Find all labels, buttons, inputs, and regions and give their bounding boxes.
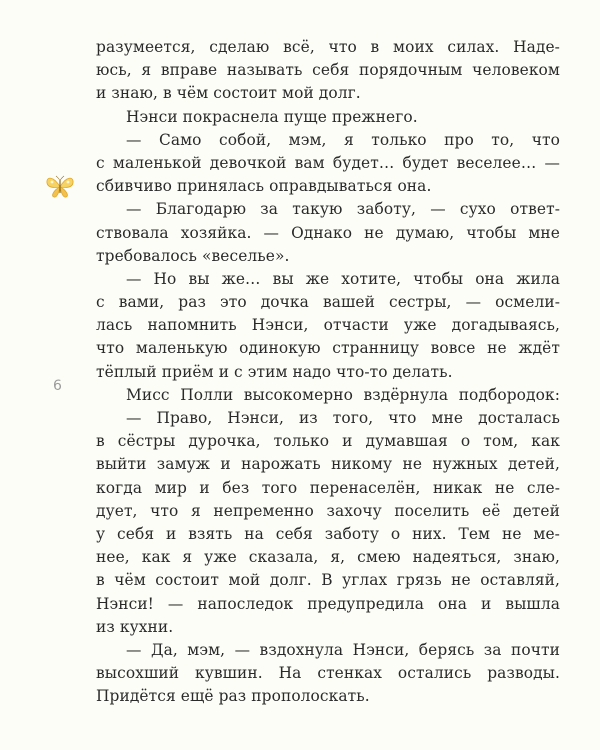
text-line: юсь, я вправе называть себя порядочным человеком — [96, 61, 560, 80]
text-line: с маленькой девочкой вам будет… будет веселее… — — [96, 153, 560, 172]
text-line: тёплый приём и с этим надо что-то делать. — [96, 362, 453, 381]
text-line: — Благодарю за такую заботу, — сухо ответ- — [126, 200, 560, 219]
butterfly-icon — [44, 174, 76, 200]
text-line: что маленькую одинокую странницу вовсе не ждёт — [96, 339, 560, 358]
text-line: когда мир и без того перенаселён, никак не сле- — [96, 478, 560, 497]
text-line: Мисс Полли высокомерно вздёрнула подбородок: — [126, 385, 560, 404]
text-line: Нэнси! — напоследок предупредила она и вышла — [96, 594, 560, 613]
text-line: — Само собой, мэм, я только про то, что — [126, 130, 560, 149]
page-number: 6 — [53, 378, 62, 394]
text-line: — Да, мэм, — вздохнула Нэнси, берясь за почти — [126, 640, 560, 659]
text-line: — Право, Нэнси, из того, что мне досталась — [126, 409, 560, 427]
text-line: сбивчиво принялась оправдываться она. — [96, 177, 432, 196]
text-line: из кухни. — [96, 617, 174, 636]
text-line: лась напомнить Нэнси, отчасти уже догадываясь, — [96, 316, 560, 335]
text-line: у себя и взять на себя заботу о них. Тем не ме- — [96, 524, 560, 543]
text-line: высохший кувшин. На стенках остались разводы. — [96, 664, 560, 683]
text-line: нее, как я уже сказала, я, смею надеяться, знаю, — [96, 548, 560, 567]
text-line: Нэнси покраснела пуще прежнего. — [126, 107, 418, 126]
text-line: в чём состоит мой долг. В углах грязь не оставляй, — [96, 571, 560, 590]
text-line: требовалось «веселье». — [96, 246, 290, 265]
text-line: ствовала хозяйка. — Однако не думаю, чтобы мне — [96, 223, 560, 242]
text-line: Придётся ещё раз прополоскать. — [96, 687, 370, 706]
text-line: — Но вы же… вы же хотите, чтобы она жила — [126, 269, 560, 288]
text-line: выйти замуж и нарожать никому не нужных детей, — [96, 455, 560, 474]
text-line: и знаю, в чём состоит мой долг. — [96, 84, 361, 103]
body-text — [96, 36, 560, 708]
text-line: разумеется, сделаю всё, что в моих силах. Наде- — [96, 38, 560, 56]
text-line: с вами, раз это дочка вашей сестры, — осмели- — [96, 293, 560, 312]
text-line: в сёстры дурочка, только и думавшая о том, как — [96, 432, 560, 451]
text-line: дует, что я непременно захочу поселить её детей — [96, 501, 560, 520]
